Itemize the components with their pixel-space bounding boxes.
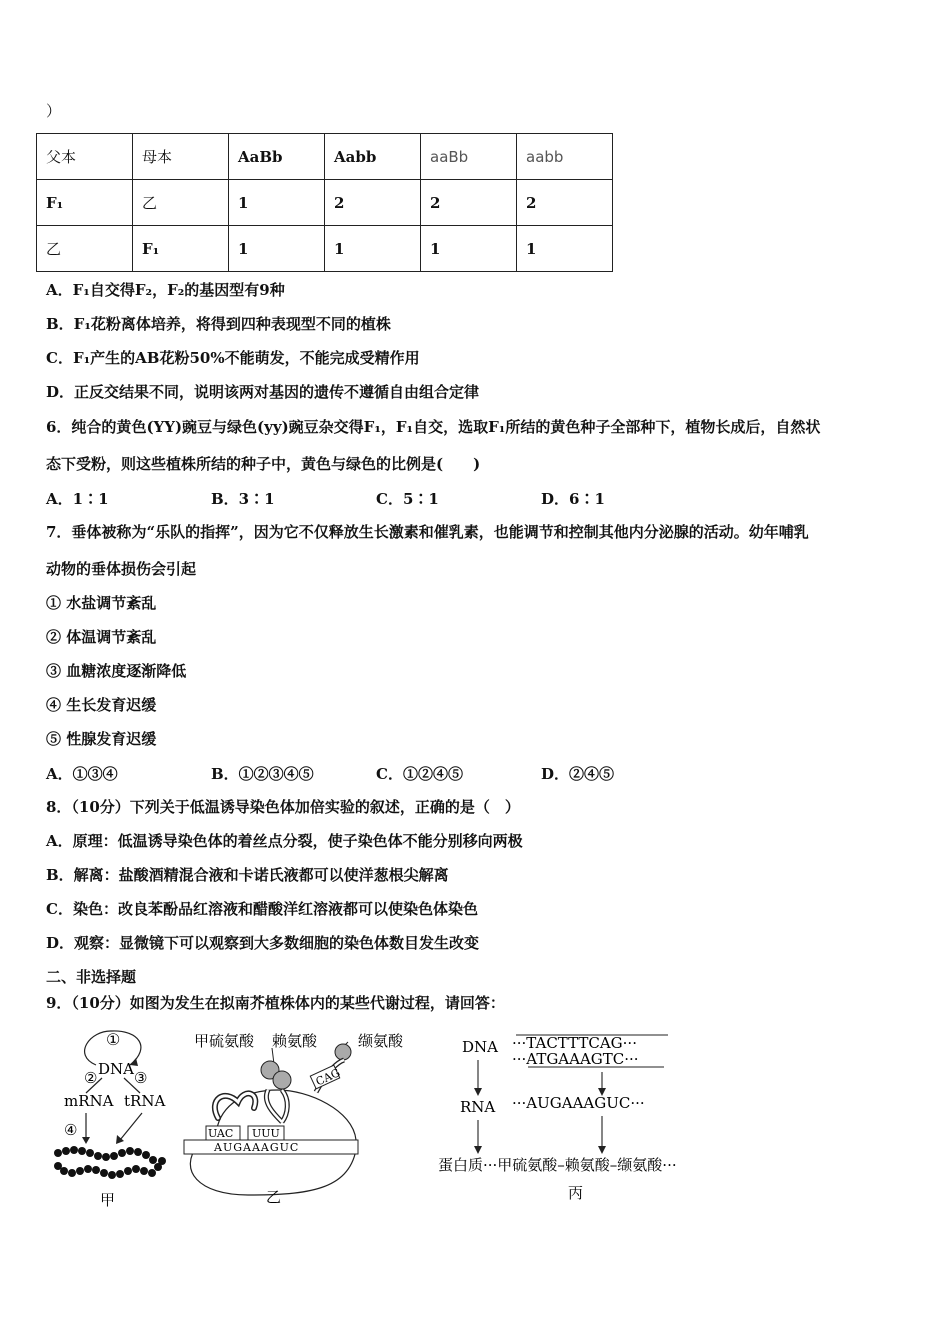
table-cell: aaBb [421,134,517,180]
table-header-row [37,134,613,180]
table-row [37,180,613,226]
dna-strand-2: ···ATGAAAGTC··· [512,1050,639,1068]
anticodon-cag: CAG [313,1066,343,1089]
q7-stem-cont: 动物的垂体损伤会引起 [46,560,197,578]
q6-options [46,488,706,509]
q5-option-c: C．F₁产生的AB花粉50%不能萌发，不能完成受精作用 [46,349,420,367]
figure-bing [436,1028,726,1208]
table-row [37,226,613,272]
anticodon-uuu: UUU [252,1127,280,1140]
caption-jia: 甲 [100,1191,116,1209]
q5-option-b: B．F₁花粉离体培养，将得到四种表现型不同的植株 [46,315,391,333]
figure-jia [50,1025,180,1210]
q6-option-d: D．6∶1 [541,490,605,508]
met-label: 甲硫氨酸 [194,1032,255,1050]
q9-stem: 9．（10分）如图为发生在拟南芥植株体内的某些代谢过程，请回答： [46,994,505,1012]
caption-yi: 乙 [266,1188,282,1206]
cross-table [36,133,613,272]
table-cell: 1 [517,226,613,272]
bing-rna-label: RNA [460,1098,496,1116]
q6-option-a: A．1∶1 [46,490,109,508]
q6-stem-cont: 态下受粉，则这些植株所结的种子中，黄色与绿色的比例是( ) [46,455,481,473]
protein-chain: 蛋白质···甲硫氨酸–赖氨酸–缬氨酸··· [438,1156,677,1174]
table-cell: 乙 [37,226,133,272]
q5-option-d: D．正反交结果不同，说明该两对基因的遗传不遵循自由组合定律 [46,383,480,401]
polypeptide-chain [54,1146,166,1179]
val-label: 缬氨酸 [358,1032,404,1050]
q7-item: ⑤ 性腺发育迟缓 [46,730,157,748]
q7-option-d: D．②④⑤ [541,765,615,783]
table-cell: F₁ [37,180,133,226]
top-paren: ） [46,102,62,120]
table-cell: AaBb [229,134,325,180]
section-heading: 二、非选择题 [46,968,137,986]
mrna-label: mRNA [64,1092,114,1110]
q8-stem: 8．（10分）下列关于低温诱导染色体加倍实验的叙述，正确的是（ ） [46,798,520,816]
circle-2: ② [84,1069,98,1087]
q8-option-a: A．原理：低温诱导染色体的着丝点分裂，使子染色体不能分别移向两极 [46,832,523,850]
table-cell: 1 [229,226,325,272]
table-cell: 1 [229,180,325,226]
anticodon-uac: UAC [208,1127,234,1140]
q8-option-d: D．观察：显微镜下可以观察到大多数细胞的染色体数目发生改变 [46,934,480,952]
dna-strand-1: ···TACTTTCAG··· [512,1034,637,1052]
q7-options [46,763,706,784]
table-cell: 1 [325,226,421,272]
table-cell: aabb [517,134,613,180]
rna-sequence: ···AUGAAAGUC··· [512,1094,645,1112]
q7-item: ③ 血糖浓度逐渐降低 [46,662,187,680]
q8-option-c: C．染色：改良苯酚品红溶液和醋酸洋红溶液都可以使染色体染色 [46,900,478,918]
circle-3: ③ [134,1069,148,1087]
table-cell: Aabb [325,134,421,180]
circle-1: ① [106,1030,121,1049]
caption-bing: 丙 [568,1184,584,1202]
q6-option-c: C．5∶1 [376,490,439,508]
bing-dna-label: DNA [462,1038,498,1056]
table-cell: F₁ [133,226,229,272]
table-cell: 母本 [133,134,229,180]
q7-item: ② 体温调节紊乱 [46,628,157,646]
q7-item: ④ 生长发育迟缓 [46,696,157,714]
q6-stem: 6．纯合的黄色(YY)豌豆与绿色(yy)豌豆杂交得F₁，F₁自交，选取F₁所结的黄色种子全部种下，植物长成后，自然状 [46,418,821,436]
table-cell: 2 [517,180,613,226]
q8-option-b: B．解离：盐酸酒精混合液和卡诺氏液都可以使洋葱根尖解离 [46,866,449,884]
table-cell: 1 [421,226,517,272]
q5-option-a: A．F₁自交得F₂，F₂的基因型有9种 [46,281,285,299]
figure-yi [178,1030,418,1210]
trna-label: tRNA [124,1092,166,1110]
table-cell: 乙 [133,180,229,226]
q7-option-b: B．①②③④⑤ [211,765,314,783]
q6-option-b: B．3∶1 [211,490,275,508]
table-cell: 2 [325,180,421,226]
circle-4: ④ [64,1121,78,1139]
q7-option-a: A．①③④ [46,765,118,783]
dna-label: DNA [98,1060,134,1078]
q7-item: ① 水盐调节紊乱 [46,594,157,612]
q7-stem: 7．垂体被称为“乐队的指挥”，因为它不仅释放生长激素和催乳素，也能调节和控制其他内分泌腺的活动。幼年哺乳 [46,523,809,541]
table-cell: 父本 [37,134,133,180]
lys-label: 赖氨酸 [272,1032,318,1050]
q7-option-c: C．①②④⑤ [376,765,463,783]
mrna-sequence: AUGAAAGUC [214,1141,300,1154]
table-cell: 2 [421,180,517,226]
